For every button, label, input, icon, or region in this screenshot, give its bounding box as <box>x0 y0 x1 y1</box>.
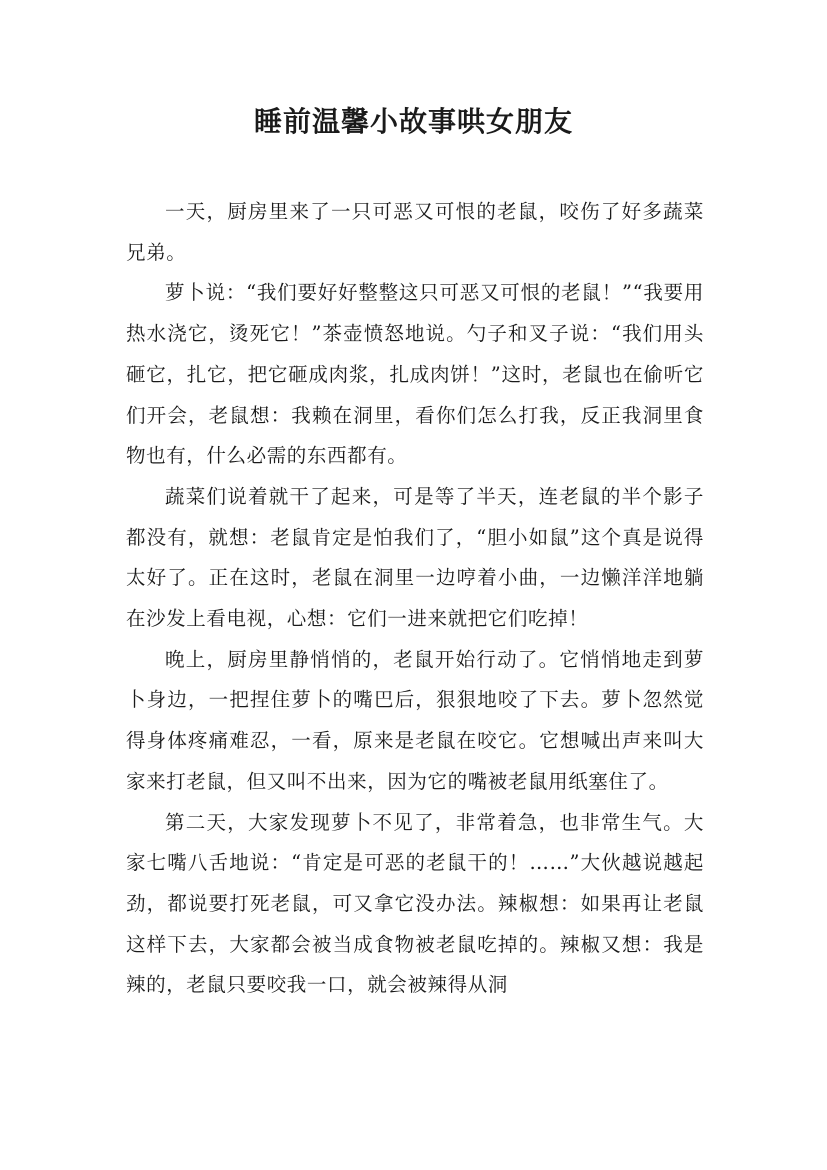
paragraph: 第二天，大家发现萝卜不见了，非常着急，也非常生气。大家七嘴八舌地说：“肯定是可恶的老鼠干的！……”大伙越说越起劲，都说要打死老鼠，可又拿它没办法。辣椒想：如果再让老鼠这样下去，大家都会被当成食物被老鼠吃掉的。辣椒又想：我是辣的，老鼠只要咬我一口，就会被辣得从洞 <box>126 810 704 997</box>
paragraph: 萝卜说：“我们要好好整整这只可恶又可恨的老鼠！”“我要用热水浇它，烫死它！”茶壶愤怒地说。勺子和叉子说：“我们用头砸它，扎它，把它砸成肉浆，扎成肉饼！”这时，老鼠也在偷听它们开会，老鼠想：我赖在洞里，看你们怎么打我，反正我洞里食物也有，什么必需的东西都有。 <box>126 281 704 468</box>
paragraph: 一天，厨房里来了一只可恶又可恨的老鼠，咬伤了好多蔬菜兄弟。 <box>126 200 704 264</box>
paragraph: 蔬菜们说着就干了起来，可是等了半天，连老鼠的半个影子都没有，就想：老鼠肯定是怕我们了，“胆小如鼠”这个真是说得太好了。正在这时，老鼠在洞里一边哼着小曲，一边懒洋洋地躺在沙发上看电视，心想：它们一进来就把它们吃掉！ <box>126 484 704 631</box>
document-title: 睡前温馨小故事哄女朋友 <box>253 105 573 138</box>
paragraph: 晚上，厨房里静悄悄的，老鼠开始行动了。它悄悄地走到萝卜身边，一把捏住萝卜的嘴巴后，狠狠地咬了下去。萝卜忽然觉得身体疼痛难忍，一看，原来是老鼠在咬它。它想喊出声来叫大家来打老鼠，但又叫不出来，因为它的嘴被老鼠用纸塞住了。 <box>126 647 704 793</box>
document-body <box>126 192 704 1006</box>
